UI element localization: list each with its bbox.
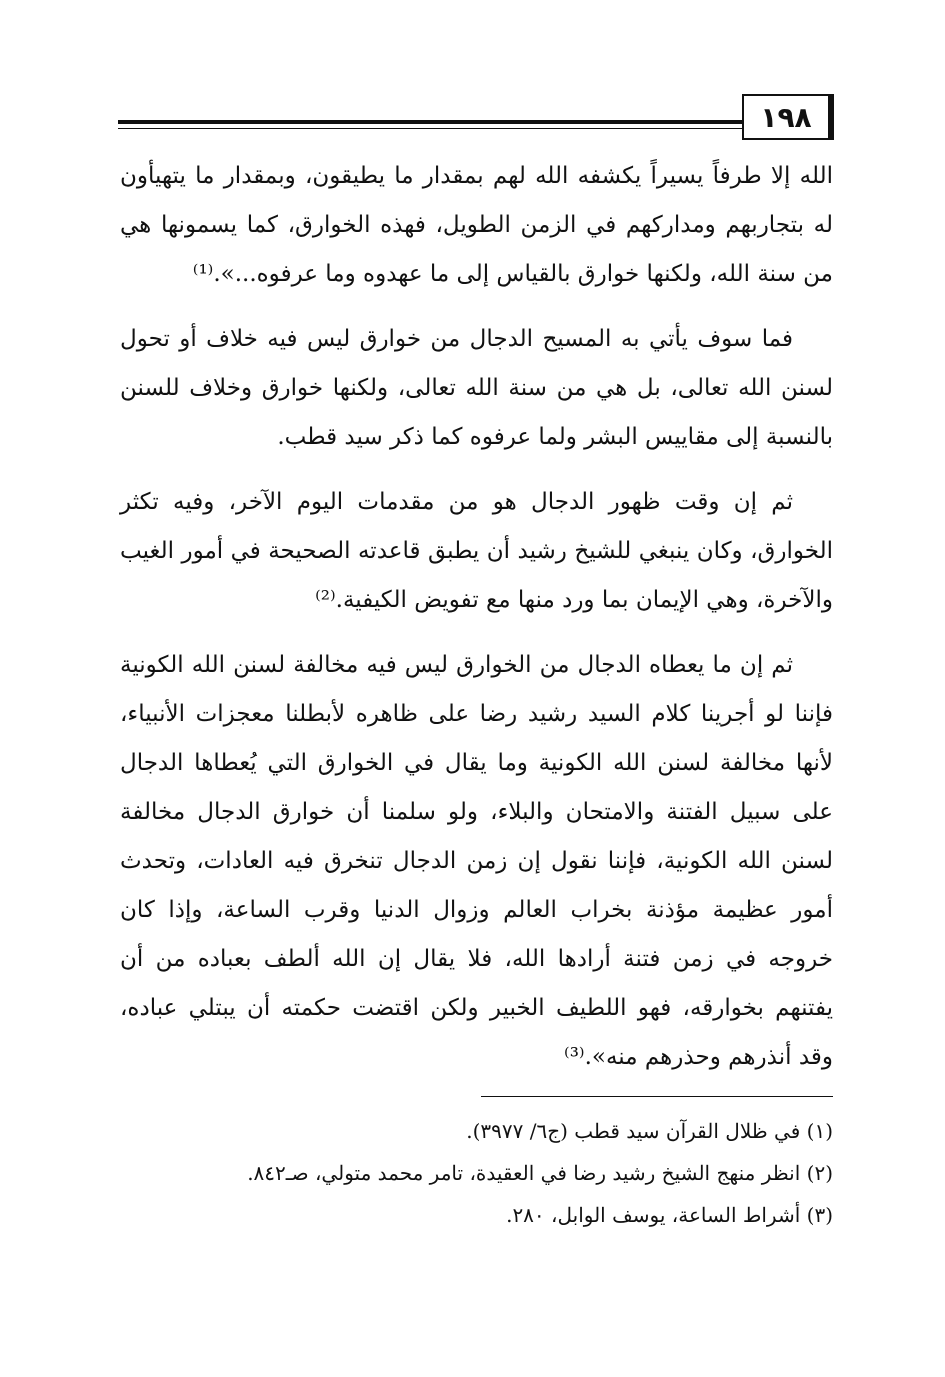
header-rule-thin bbox=[118, 128, 742, 129]
page-number: ١٩٨ bbox=[742, 94, 834, 140]
footnote-separator bbox=[481, 1096, 833, 1097]
footnotes bbox=[120, 1110, 833, 1236]
paragraph: ثم إن وقت ظهور الدجال هو من مقدمات اليوم الآخر، وفيه تكثر الخوارق، وكان ينبغي للشيخ رشيد أن يطبق قاعدته الصحيحة في أمور الغيب والآخرة، وهي الإيمان بما ورد منها مع تفويض الكيفية.⁽²⁾ bbox=[120, 489, 833, 613]
page-header bbox=[118, 94, 834, 144]
header-rule-thick bbox=[118, 120, 742, 124]
footnote-1: (١) في ظلال القرآن سيد قطب (ج٦/ ٣٩٧٧). bbox=[466, 1119, 833, 1143]
footnote-2: (٢) انظر منهج الشيخ رشيد رضا في العقيدة، تامر محمد متولي، صـ٨٤٢. bbox=[247, 1161, 833, 1185]
paragraph: فما سوف يأتي به المسيح الدجال من خوارق ليس فيه خلاف أو تحول لسنن الله تعالى، بل هي من سنة الله تعالى، ولكنها خوارق وخلاف للسنن بالنسبة إلى مقاييس البشر ولما عرفوه كما ذكر سيد قطب. bbox=[120, 326, 833, 450]
main-text bbox=[120, 152, 833, 1082]
paragraph-continuation: الله إلا طرفاً يسيراً يكشفه الله لهم بمقدار ما يطيقون، وبمقدار ما يتهيأون له بتجاربهم ومداركهم في الزمن الطويل، فهذه الخوارق، كما يسمونها هي من سنة الله، ولكنها خوارق بالقياس إلى ما عهدوه وما عرفوه...».⁽¹⁾ bbox=[120, 163, 833, 287]
paragraph: ثم إن ما يعطاه الدجال من الخوارق ليس فيه مخالفة لسنن الله الكونية فإننا لو أجرينا كلام السيد رشيد رضا على ظاهره لأبطلنا معجزات الأنبياء، لأنها مخالفة لسنن الله الكونية وما يقال في الخوارق التي يُعطاها الدجال على سبيل الفتنة والامتحان والبلاء، ولو سلمنا أن خوارق الدجال مخالفة لسنن الله الكونية، فإننا نقول إن زمن الدجال تنخرق فيه العادات، وتحدث أمور عظيمة مؤذنة بخراب العالم وزوال الدنيا وقرب الساعة، وإذا كان خروجه في زمن فتنة أرادها الله، فلا يقال إن الله ألطف بعباده من أن يفتنهم بخوارقه، فهو اللطيف الخبير ولكن اقتضت حكمته أن يبتلي عباده، وقد أنذرهم وحذرهم منه».⁽³⁾ bbox=[120, 652, 833, 1070]
footnote-3: (٣) أشراط الساعة، يوسف الوابل، ٢٨٠. bbox=[506, 1203, 833, 1227]
